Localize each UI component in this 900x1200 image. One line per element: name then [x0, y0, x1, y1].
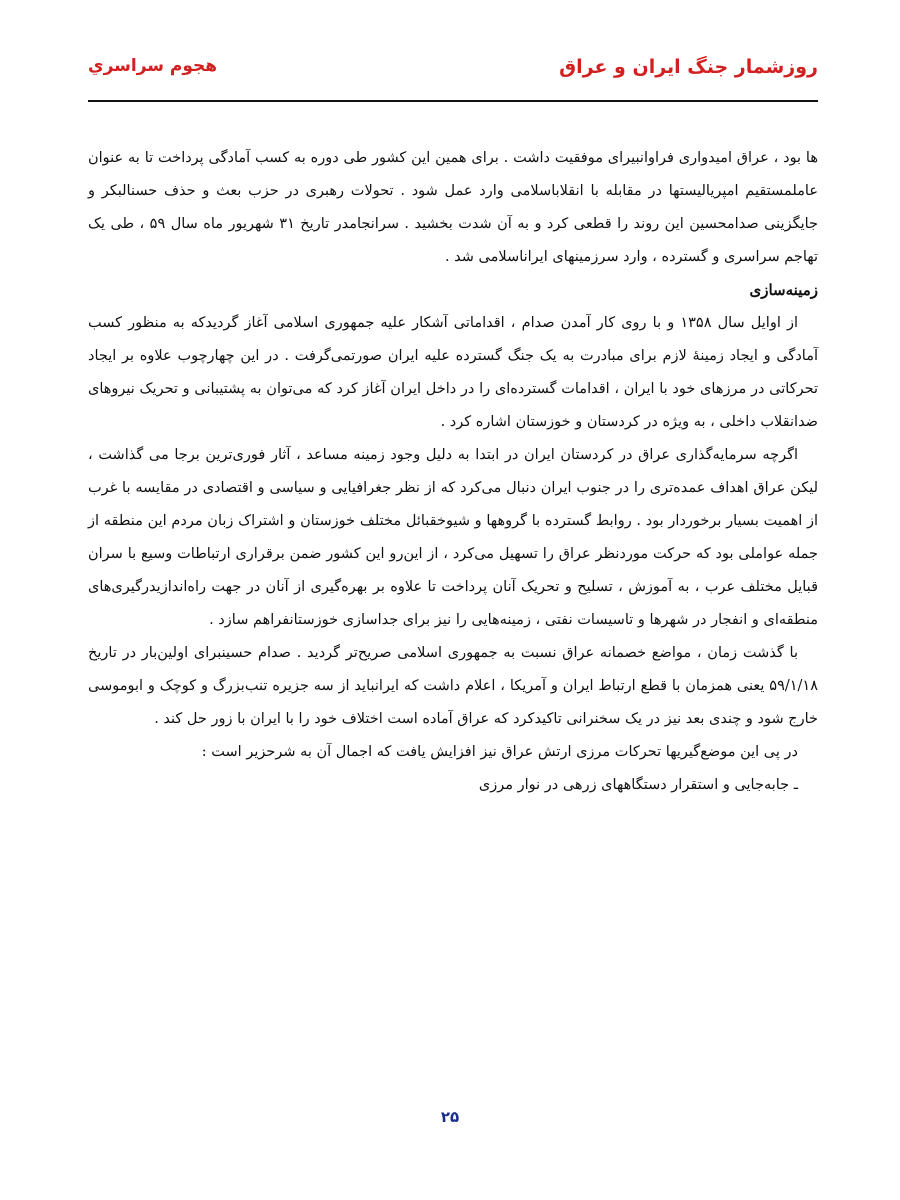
paragraph: با گذشت زمان ، مواضع خصمانه عراق نسبت به جمهوری اسلامی صریح‌تر گردید . صدام حسینبرای اولین‌بار در تاریخ ۵۹/۱/۱۸ یعنی همزمان با قطع ارتباط ایران و آمریکا ، اعلام داشت که ایرانباید از سه جزیره تنب‌بزرگ و کوچک و ابوموسی خارج شود و چندی بعد نیز در یک سخنرانی تاکیدکرد که عراق آماده است اختلاف خود را با ایران با زور حل کند .: [88, 645, 818, 727]
page-header: [88, 56, 818, 90]
paragraph: اگرچه سرمایه‌گذاری عراق در کردستان ایران در ابتدا به دلیل وجود زمینه مساعد ، آثار فوری‌ترین برجا می گذاشت ، لیکن عراق اهداف عمده‌تری را در جنوب ایران دنبال می‌کرد که از نظر جغرافیایی و سیاسی و اقتصادی در مقایسه با غرب از اهمیت بسیار برخوردار بود . روابط گسترده با گروهها و شیوخقبائل مختلف خوزستان و اشتراک زبان مردم این منطقه از جمله عواملی بود که حرکت موردنظر عراق را تسهیل می‌کرد ، از این‌رو این کشور ضمن برقراری ارتباطات وسیع با سران قبایل مختلف عرب ، به آموزش ، تسلیح و تحریک آنان پرداخت تا علاوه بر بهره‌گیری از آنان در جهت راه‌اندازیدرگیری‌های منطقه‌ای و انفجار در شهرها و تاسیسات نفتی ، زمینه‌هایی را نیز برای جداسازی خوزستانفراهم سازد .: [88, 447, 818, 628]
body-text: [88, 142, 818, 802]
page-number: ۲۵: [440, 1108, 460, 1126]
chapter-title: هجوم سراسري: [88, 56, 218, 76]
book-title: روزشمار جنگ ایران و عراق: [559, 56, 818, 78]
list-item: ـ جابه‌جایی و استقرار دستگاههای زرهی در نوار مرزی: [478, 777, 798, 793]
paragraph-continuation: ها بود ، عراق امیدواری فراوانبیرای موفقیت داشت . برای همین این کشور طی دوره به کسب آمادگی پرداخت تا به عنوان عاملمستقیم امپریالیستها در مقابله با انقلاباسلامی وارد عمل شود . تحولات رهبری در حزب بعث و حذف حسنالبکر و جایگزینی صدامحسین این روند را قطعی کرد و به آن شدت بخشید . سرانجامدر تاریخ ۳۱ شهریور ماه سال ۵۹ ، طی یک تهاجم سراسری و گسترده ، وارد سرزمینهای ایراناسلامی شد .: [88, 150, 818, 265]
section-heading: زمینه‌سازی: [749, 281, 818, 299]
header-divider: [88, 100, 818, 102]
paragraph: از اوایل سال ۱۳۵۸ و با روی کار آمدن صدام ، اقداماتی آشکار علیه جمهوری اسلامی آغاز گردیدکه به منظور کسب آمادگی و ایجاد زمینهٔ لازم برای مبادرت به یک جنگ گسترده علیه ایران صورتمی‌گرفت . در این چهارچوب علاوه بر ایجاد تحرکاتی در مرزهای خود با ایران ، اقدامات گسترده‌ای را در داخل ایران آغاز کرد که می‌توان به پشتیبانی و تحریک نیروهای ضدانقلاب داخلی ، به ویژه در کردستان و خوزستان اشاره کرد .: [88, 315, 818, 430]
list-intro: در پی این موضع‌گیریها تحرکات مرزی ارتش عراق نیز افزایش یافت که اجمال آن به شرحزیر است :: [201, 744, 798, 760]
